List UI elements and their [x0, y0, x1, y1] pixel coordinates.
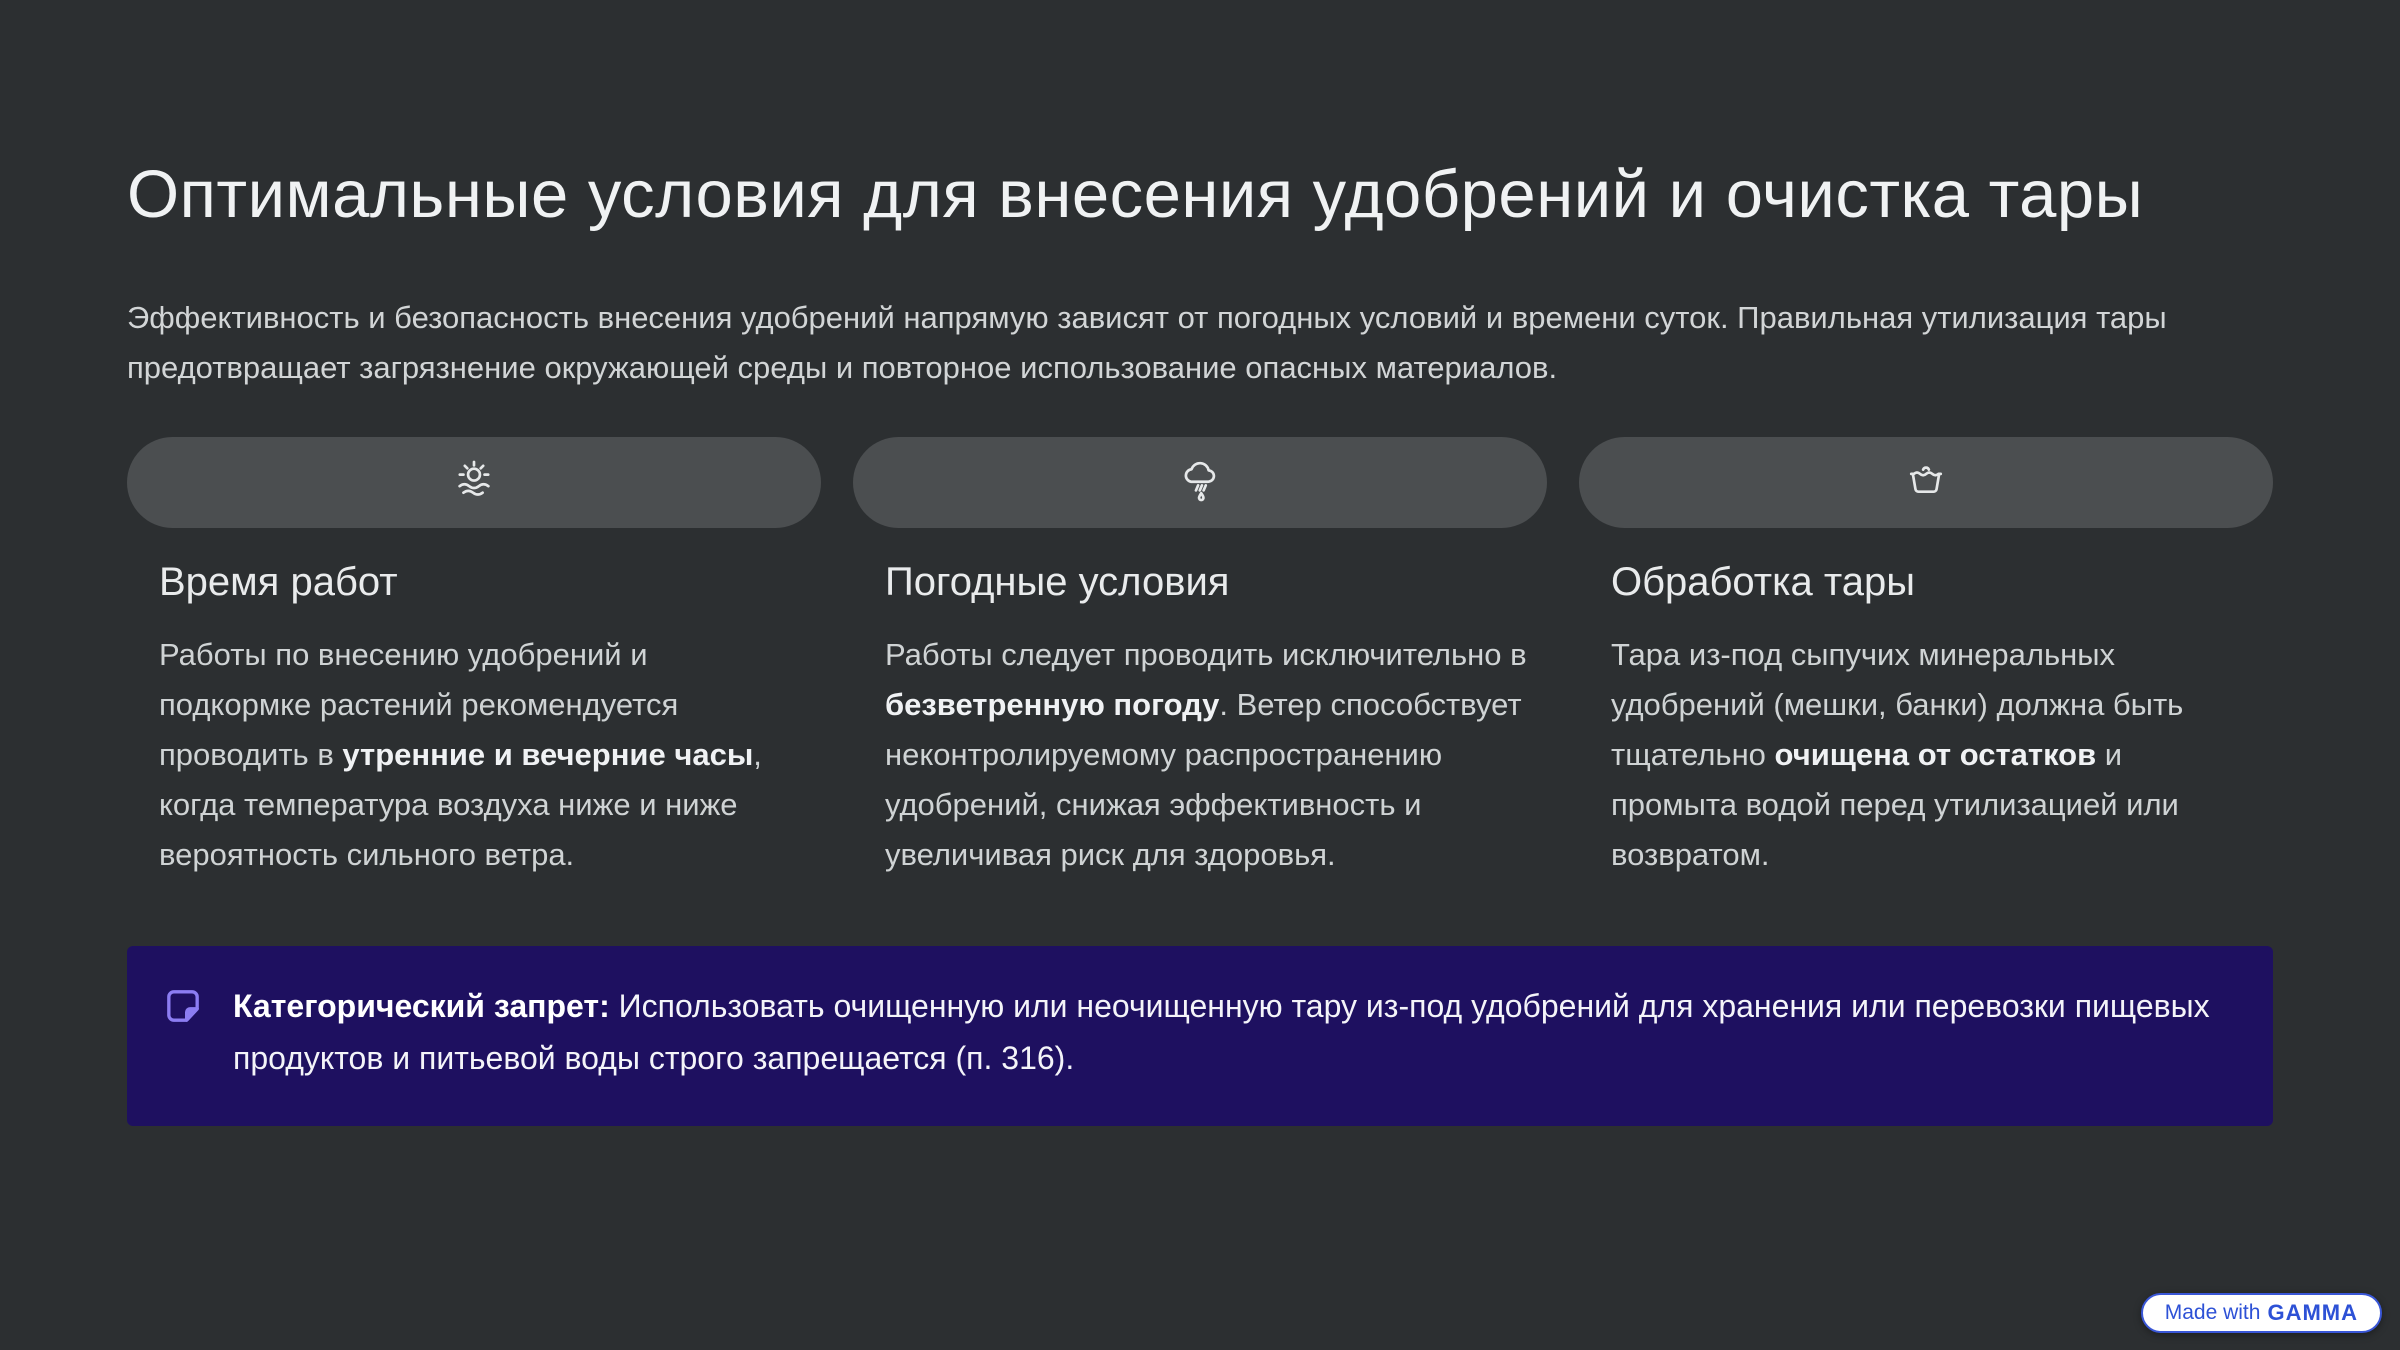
- card-heading: Погодные условия: [885, 560, 1230, 605]
- page-title: Оптимальные условия для внесения удобрений и очистка тары: [127, 157, 2144, 232]
- intro-paragraph: Эффективность и безопасность внесения удобрений напрямую зависят от погодных условий и времени суток. Правильная утилизация тары предотвращает загрязнение окружающей среды и повторное использование опасных материалов.: [127, 300, 2167, 386]
- sticky-note-icon: [163, 986, 203, 1031]
- card-body: Работы следует проводить исключительно в безветренную погоду. Ветер способствует неконтролируемому распространению удобрений, снижая эффективность и увеличивая риск для здоровья.: [885, 637, 1527, 873]
- feature-columns: [127, 437, 2273, 880]
- card-weather: [853, 437, 1547, 880]
- card-body: Тара из-под сыпучих минеральных удобрений (мешки, банки) должна быть тщательно очищена от остатков и промыта водой перед утилизацией или возвратом.: [1611, 637, 2184, 873]
- icon-pill: [1579, 437, 2273, 528]
- rain-cloud-icon: [1177, 457, 1223, 508]
- sunrise-haze-icon: [451, 457, 497, 508]
- banner-text: Категорический запрет: Использовать очищенную или неочищенную тару из-под удобрений для хранения или перевозки пищевых продуктов и питьевой воды строго запрещается (п. 316).: [233, 988, 2210, 1077]
- card-body: Работы по внесению удобрений и подкормке растений рекомендуется проводить в утренние и вечерние часы, когда температура воздуха ниже и ниже вероятность сильного ветра.: [159, 637, 762, 873]
- card-heading: Время работ: [159, 560, 398, 605]
- card-work-time: [127, 437, 821, 880]
- badge-prefix-label: Made with: [2164, 1301, 2261, 1324]
- icon-pill: [127, 437, 821, 528]
- icon-pill: [853, 437, 1547, 528]
- card-heading: Обработка тары: [1611, 560, 1915, 605]
- card-container-cleaning: [1579, 437, 2273, 880]
- prohibition-banner: [127, 946, 2273, 1126]
- gamma-logo: GAMMA: [2267, 1300, 2358, 1325]
- made-with-gamma-badge[interactable]: [2141, 1293, 2382, 1333]
- wash-tub-icon: [1903, 457, 1949, 508]
